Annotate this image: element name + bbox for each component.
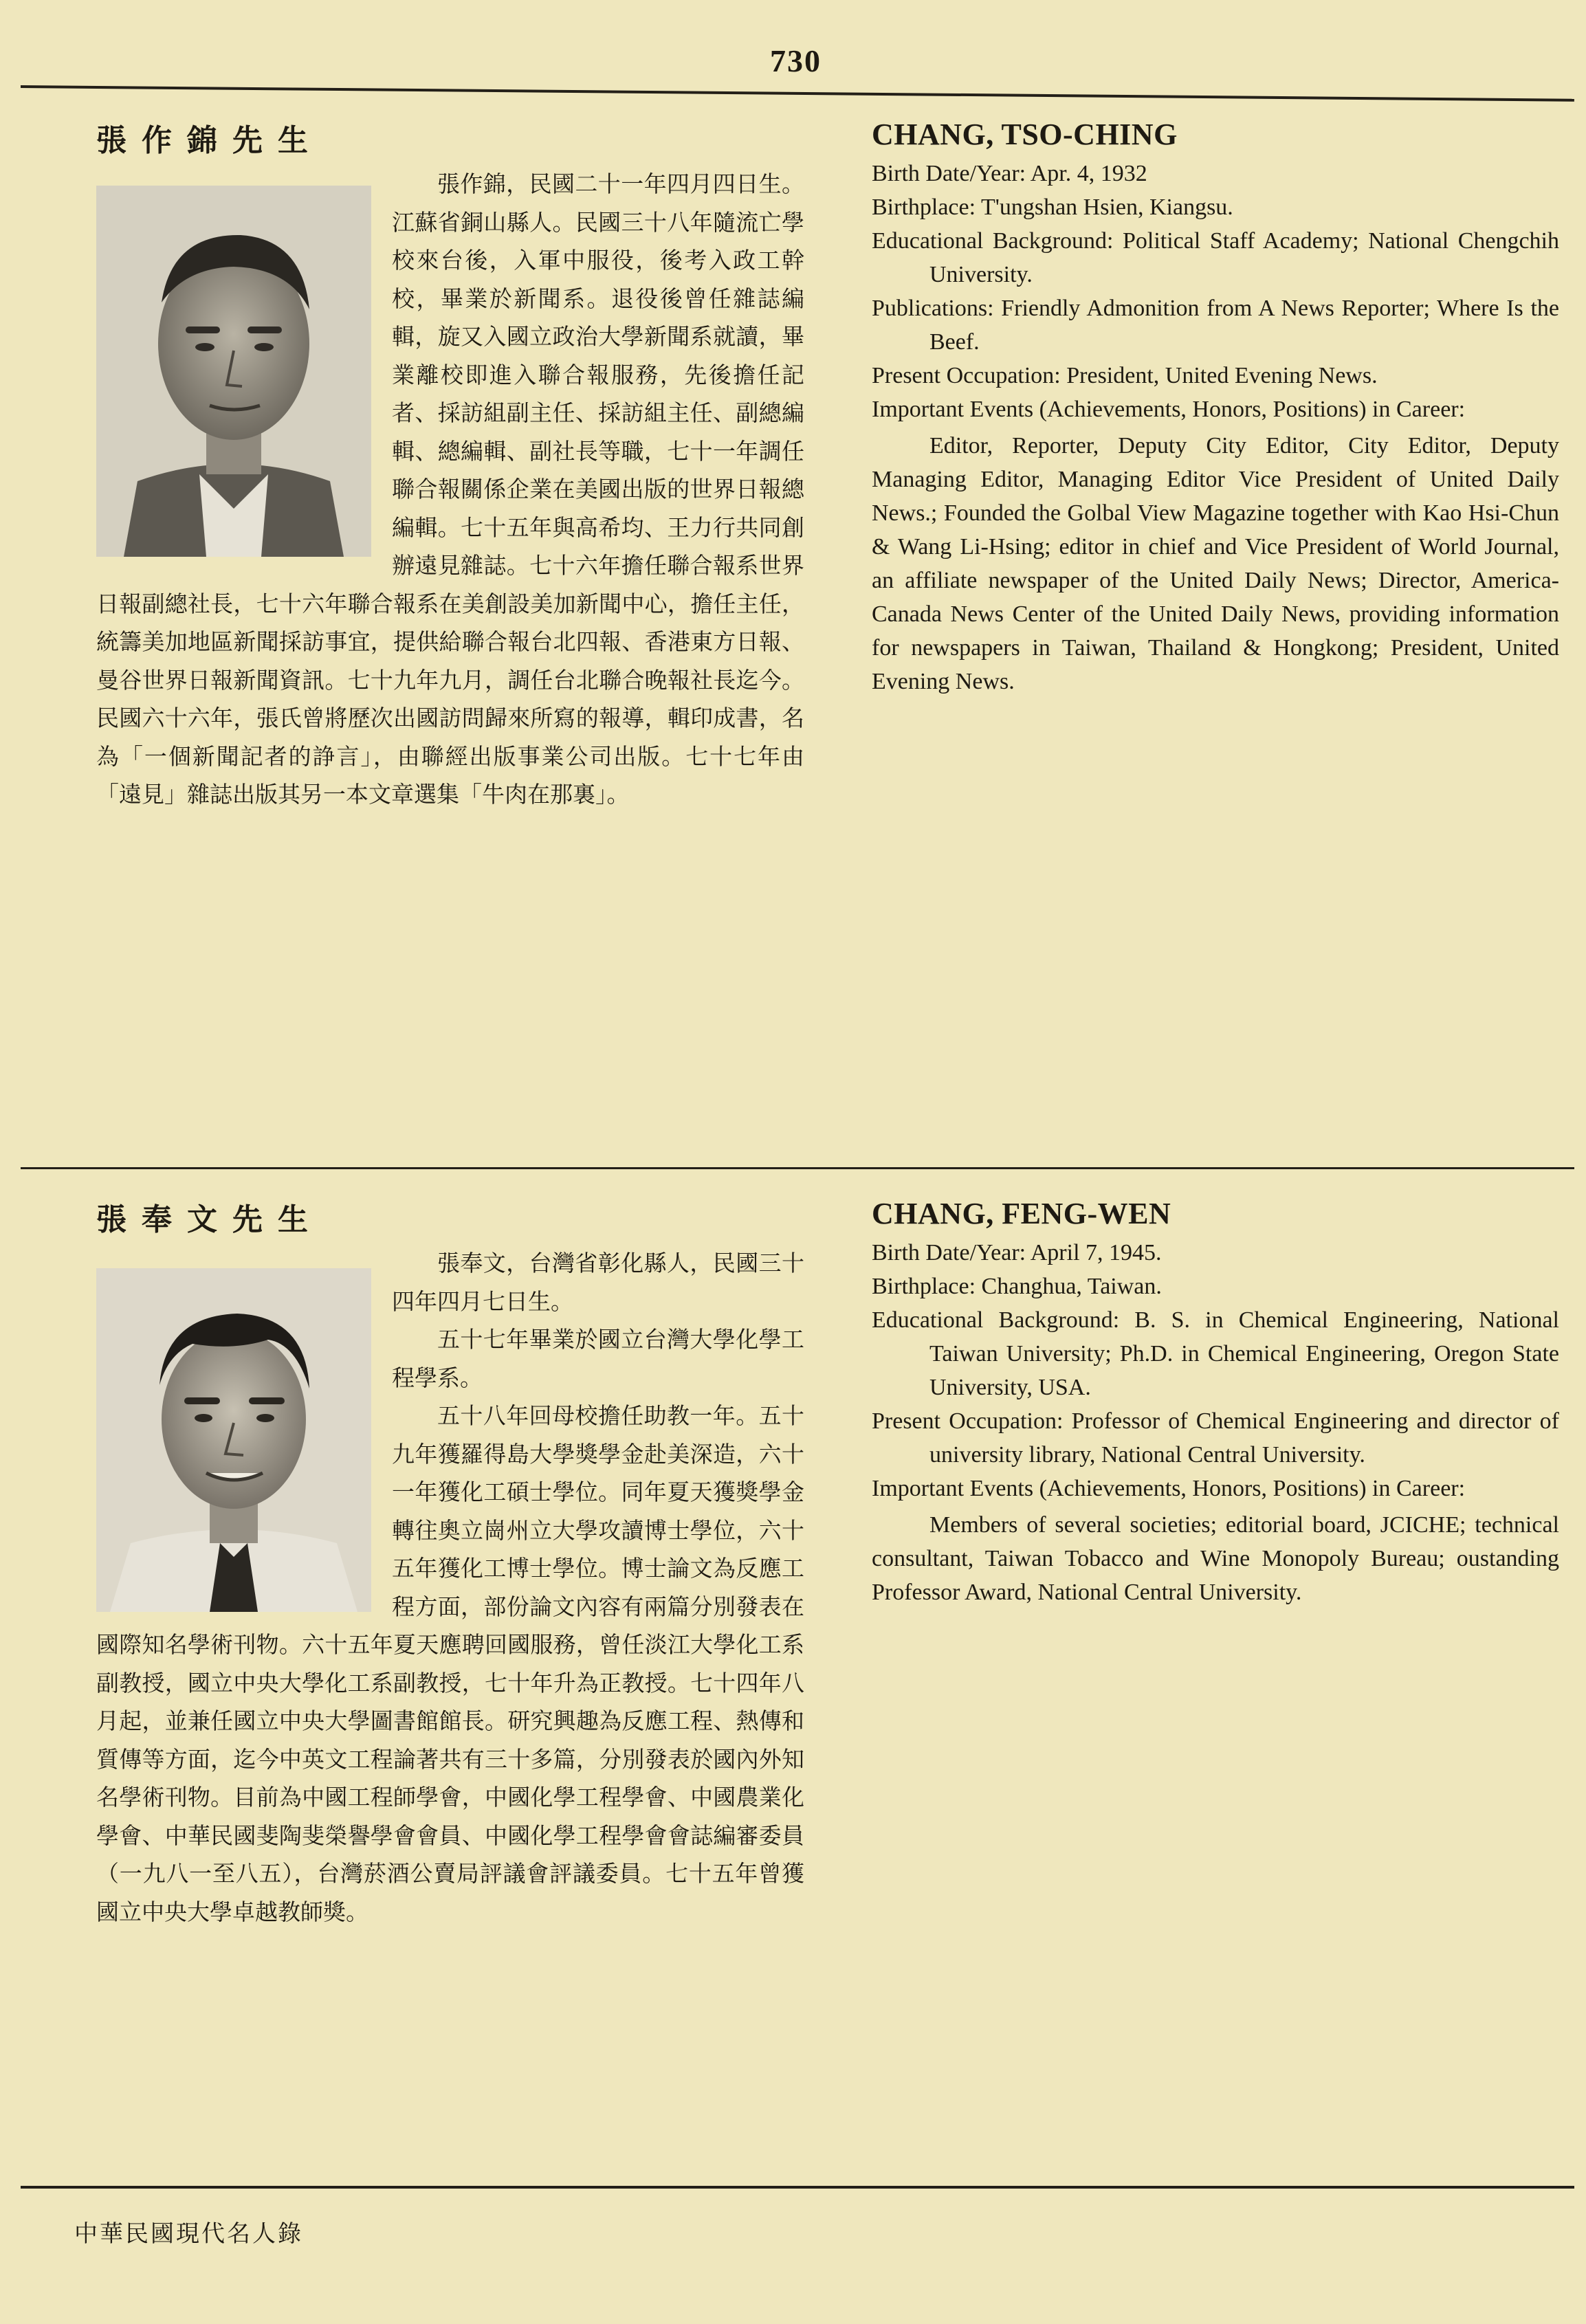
events-text: Editor, Reporter, Deputy City Editor, City Editor, Deputy Managing Editor, Managing Editor Vice President of United Daily News.; Founded the Golbal View Magazine together with Kao Hsi-Chun & Wang Li-Hsing; editor in chief and Vice President of World Journal, an affiliate newspaper of the United Daily News; Director, America-Canada News Center of the United Daily News, providing information for newspapers in Taiwan, Thailand & Hongkong; President, United Evening News.	[872, 433, 1559, 694]
cn-name: 張奉文先生	[96, 1202, 323, 1237]
events-text: Members of several societies; editorial board, JCICHE; technical consultant, Taiwan Tobacco and Wine Monopoly Bureau; oustanding Professor Award, National Central University.	[872, 1512, 1559, 1605]
cn-bio-paragraph: 張奉文，台灣省彰化縣人，民國三十四年四月七日生。	[392, 1250, 804, 1315]
cn-name: 張作錦先生	[96, 123, 323, 158]
publications: Publications: Friendly Admonition from A News Reporter; Where Is the Beef.	[872, 296, 1559, 355]
portrait-man-icon	[96, 186, 371, 557]
en-name: CHANG, TSO-CHING	[872, 118, 1178, 151]
cn-bio-paragraph: 張作錦，民國二十一年四月四日生。江蘇省銅山縣人。民國三十八年隨流亡學校來台後，入軍中服役，後考入政工幹校，畢業於新聞系。退役後曾任雜誌編輯，旋又入國立政治大學新聞系就讀，畢業離校即進入聯合報服務，先後擔任記者、採訪組副主任、採訪組主任、副總編輯、總編輯、副社長等職，七十一年調任聯合報關係企業在美國出版的世界日報總編輯。七十五年與高希均、王力行共同創辦遠見雜誌。七十六年擔任聯合報系世界日報副總社長，七十六年聯合報系在美創設美加新聞中心，擔任主任，統籌美加地區新聞採訪事宜，提供給聯合報台北四報、香港東方日報、曼谷世界日報新聞資訊。七十九年九月，調任台北聯合晚報社長迄今。民國六十六年，張氏曾將歷次出國訪問歸來所寫的報導，輯印成書，名為「一個新聞記者的諍言」，由聯經出版事業公司出版。七十七年由「遠見」雜誌出版其另一本文章選集「牛肉在那裏」。	[96, 170, 804, 808]
cn-bio-paragraph: 五十七年畢業於國立台灣大學化學工程學系。	[392, 1326, 804, 1391]
entry-chang-tso-ching	[0, 103, 1586, 1134]
events-label: Important Events (Achievements, Honors, Positions) in Career:	[872, 397, 1466, 422]
top-rule	[21, 85, 1574, 102]
occupation: Present Occupation: President, United Evening News.	[872, 363, 1378, 388]
birth-date: Birth Date/Year: Apr. 4, 1932	[872, 161, 1147, 186]
en-biography	[872, 1195, 1559, 1609]
entry-chang-feng-wen	[0, 1182, 1586, 2158]
cn-bio-paragraph: 五十八年回母校擔任助教一年。五十九年獲羅得島大學獎學金赴美深造，六十一年獲化工碩士學位。同年夏天獲獎學金轉往奧立崗州立大學攻讀博士學位，六十五年獲化工博士學位。博士論文為反應工程方面，部份論文內容有兩篇分別發表在國際知名學術刊物。六十五年夏天應聘回國服務，曾任淡江大學化工系副教授，國立中央大學化工系副教授，七十年升為正教授。七十四年八月起，並兼任國立中央大學圖書館館長。研究興趣為反應工程、熱傳和質傳等方面，迄今中英文工程論著共有三十多篇，分別發表於國內外知名學術刊物。目前為中國工程師學會，中國化學工程學會、中國農業化學會、中華民國斐陶斐榮譽學會會員、中國化學工程學會會誌編審委員（一九八一至八五），台灣菸酒公賣局評議會評議委員。七十五年曾獲國立中央大學卓越教師獎。	[96, 1402, 804, 1925]
book-title-footer: 中華民國現代名人錄	[74, 2220, 303, 2248]
middle-rule	[21, 1167, 1574, 1169]
birthplace: Birthplace: Changhua, Taiwan.	[872, 1274, 1162, 1299]
occupation: Present Occupation: Professor of Chemical Engineering and director of university library, National Central University.	[872, 1408, 1559, 1468]
events-label: Important Events (Achievements, Honors, Positions) in Career:	[872, 1476, 1466, 1501]
education: Educational Background: Political Staff Academy; National Chengchih University.	[872, 228, 1559, 287]
portrait-man-icon	[96, 1268, 371, 1612]
en-name: CHANG, FENG-WEN	[872, 1197, 1171, 1230]
portrait-photo	[96, 1268, 371, 1612]
page-number: 730	[770, 43, 822, 78]
education: Educational Background: B. S. in Chemical Engineering, National Taiwan University; Ph.D. in Chemical Engineering, Oregon State University, USA.	[872, 1307, 1559, 1400]
en-biography	[872, 115, 1559, 698]
birthplace: Birthplace: T'ungshan Hsien, Kiangsu.	[872, 195, 1233, 220]
bottom-rule	[21, 2186, 1574, 2189]
portrait-photo	[96, 186, 371, 557]
birth-date: Birth Date/Year: April 7, 1945.	[872, 1240, 1162, 1265]
